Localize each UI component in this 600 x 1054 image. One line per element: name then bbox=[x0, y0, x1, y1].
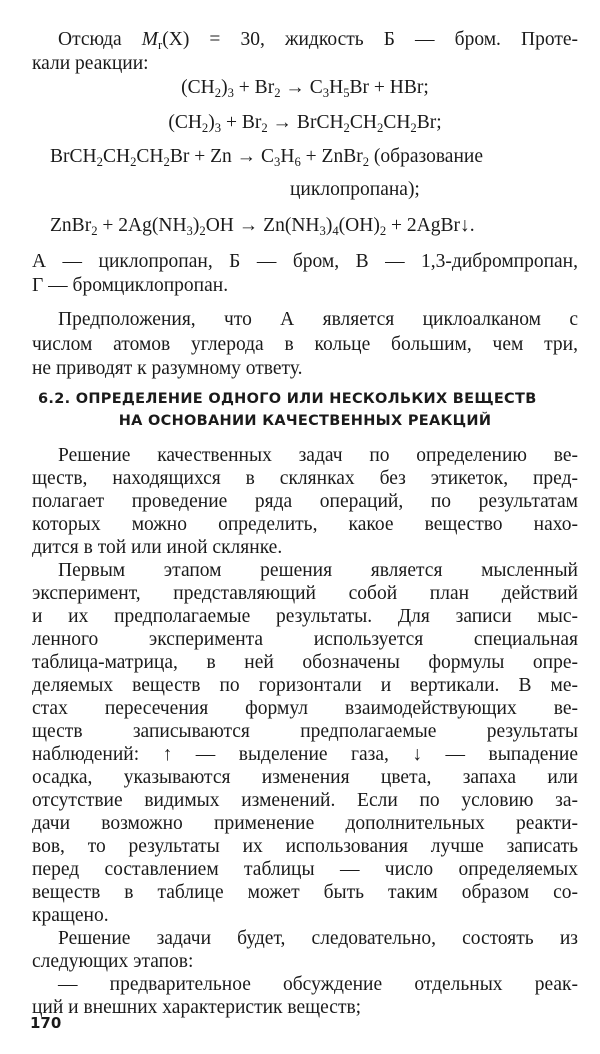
text-line: осадка, указываются изменения цвета, запаха или bbox=[32, 767, 578, 788]
text-line: ществ записываются предполагаемые результаты bbox=[32, 721, 578, 742]
text-line: кали реакции: bbox=[32, 53, 149, 74]
text-line: вов, то результаты их использования лучше записать bbox=[32, 836, 578, 857]
section-heading: 6.2. ОПРЕДЕЛЕНИЕ ОДНОГО ИЛИ НЕСКОЛЬКИХ ВЕЩЕСТВ bbox=[38, 391, 537, 407]
equation: $(CH_2)_3 + Br_2$ → $BrCH_2CH_2CH_2Br$; bbox=[168, 112, 442, 135]
text-line: следующих этапов: bbox=[32, 951, 194, 972]
equation: ZnBr$_2$ + $2Ag(NH_3)_2OH \to Zn(NH_3)_4(OH)_2$ + 2AgBr↓. bbox=[50, 215, 475, 238]
text-line: Отсюда $M_r(X) = 30$, жидкость Б — бром. Проте- bbox=[58, 29, 579, 52]
text-line: — предварительное обсуждение отдельных реак- bbox=[58, 974, 578, 995]
text-line: таблица-матрица, в ней обозначены формулы опре- bbox=[32, 652, 578, 673]
text-line: Решение задачи будет, следовательно, состоять из bbox=[58, 928, 578, 949]
equation-continuation: циклопропана); bbox=[290, 179, 420, 200]
text-line: дится в той или иной склянке. bbox=[32, 537, 283, 558]
text-line: стах пересечения формул взаимодействующих ве- bbox=[32, 698, 578, 719]
text-line: деляемых веществ по горизонтали и вертикали. В ме- bbox=[32, 675, 578, 696]
text-line: полагает проведение ряда операций, по результатам bbox=[32, 491, 578, 512]
page-number: 170 bbox=[30, 1014, 62, 1032]
text-line: веществ в таблице может быть таким образом со- bbox=[32, 882, 578, 903]
text-line: перед составлением таблицы — число определяемых bbox=[32, 859, 578, 880]
text-line: ществ, находящихся в склянках без этикеток, пред- bbox=[32, 468, 578, 489]
text-line: дачи возможно применение дополнительных реакти- bbox=[32, 813, 578, 834]
text-line: Г — бромциклопропан. bbox=[32, 275, 229, 296]
text-line: не приводят к разумному ответу. bbox=[32, 358, 303, 379]
text-line: А — циклопропан, Б — бром, В — 1,3-дибромпропан, bbox=[32, 251, 578, 272]
section-heading: НА ОСНОВАНИИ КАЧЕСТВЕННЫХ РЕАКЦИЙ bbox=[118, 413, 492, 429]
equation: $BrCH_2CH_2CH_2Br + Zn \to C_3H_6$ + ZnBr$_2$ (образование bbox=[50, 146, 483, 169]
text-line: Предположения, что А является циклоалканом с bbox=[58, 309, 578, 330]
text-line: ций и внешних характеристик веществ; bbox=[32, 997, 362, 1018]
text-line: кращено. bbox=[32, 905, 109, 926]
text-line: которых можно определить, какое вещество нахо- bbox=[32, 514, 578, 535]
text-line: наблюдений: ↑ — выделение газа, ↓ — выпадение bbox=[32, 744, 578, 765]
text-line: Решение качественных задач по определению ве- bbox=[58, 445, 578, 466]
text-line: числом атомов углерода в кольце большим, чем три, bbox=[32, 334, 578, 355]
text-line: и их предполагаемые результаты. Для записи мыс- bbox=[32, 606, 578, 627]
text-line: Первым этапом решения является мысленный bbox=[58, 560, 578, 581]
text-line: эксперимент, представляющий собой план действий bbox=[32, 583, 578, 604]
equation: $(CH_2)_3 + Br_2 \to C_3H_5Br$ + HBr; bbox=[181, 77, 429, 100]
text-line: отсутствие видимых изменений. Если по условию за- bbox=[32, 790, 578, 811]
text-line: ленного эксперимента используется специальная bbox=[32, 629, 578, 650]
